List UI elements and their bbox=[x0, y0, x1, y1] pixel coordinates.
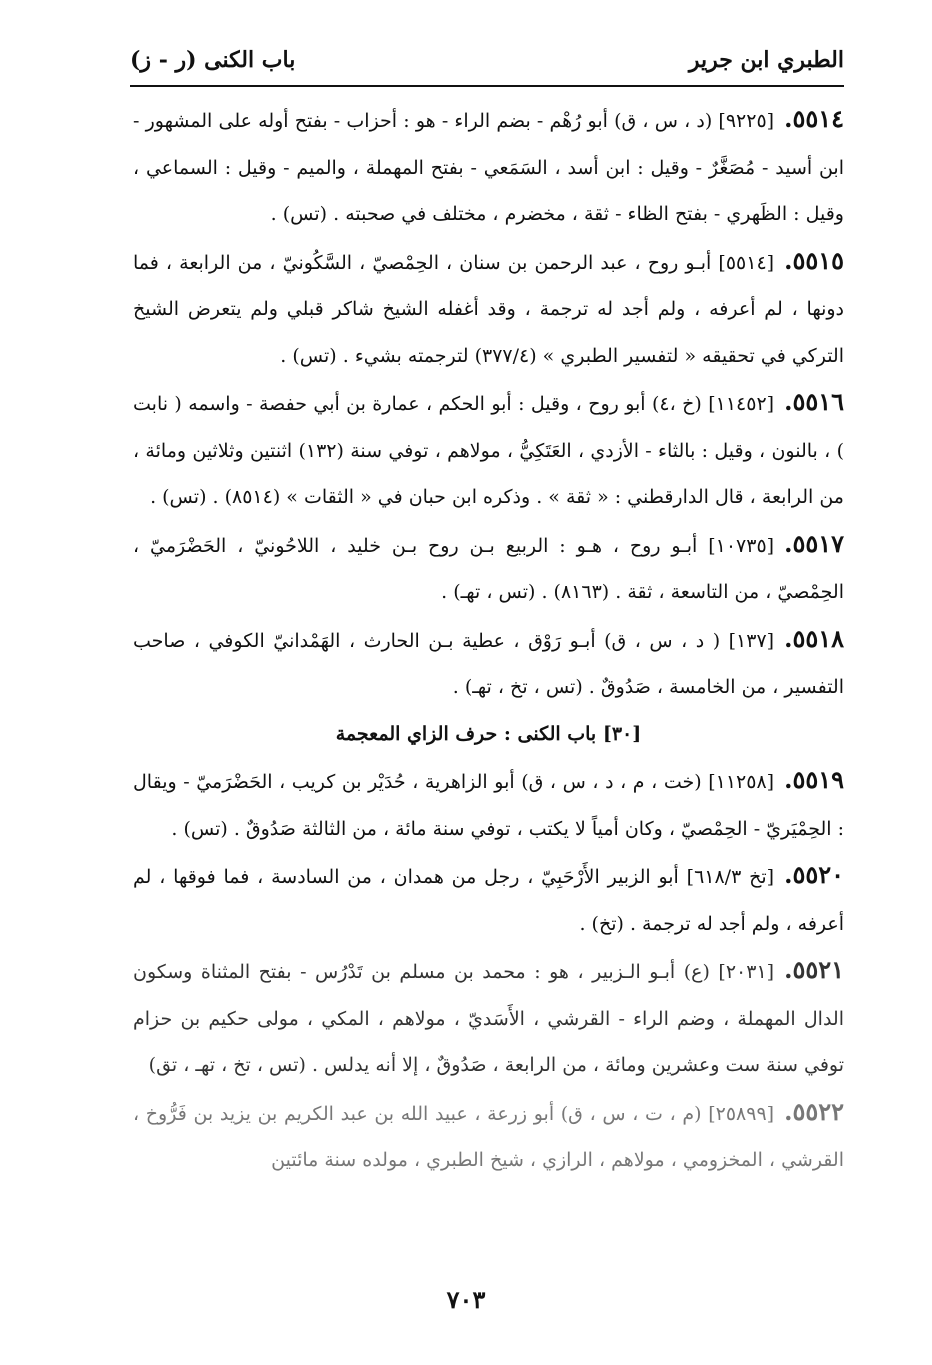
entry-number: ٥٥٢٢. bbox=[784, 1096, 844, 1126]
page-number: ٧٠٣ bbox=[446, 1285, 486, 1314]
entry-5514 bbox=[133, 96, 844, 238]
entry-5515 bbox=[133, 238, 844, 380]
section-heading: [٣٠] باب الكنى : حرف الزاي المعجمة bbox=[335, 722, 642, 745]
header-right-title: الطبري ابن جرير bbox=[688, 47, 844, 73]
entry-text: [٢٠٣١] (ع) أبـو الـزبير ، هو : محمد بن مسلم بن تَدْرُس - بفتح المثناة وسكون الدال المهملة ، وضم الراء - القرشي ، الأَسَديّ ، مولاهم ، المكي ، مولى حكيم بن حزام توفي سنة ست وعشرين ومائة ، من الرابعة ، صَدُوقٌ ، إلا أنه يدلس . (تس ، تخ ، تهـ ، تق) bbox=[133, 961, 844, 1076]
entry-5518 bbox=[133, 616, 844, 711]
entry-number: ٥٥١٥. bbox=[784, 245, 844, 275]
entry-number: ٥٥٢٠. bbox=[784, 860, 844, 889]
entry-text: [تخ ٦١٨/٣] أبو الزبير الأَرْحَبِيّ ، رجل من همدان ، من السادسة ، فما فوقها ، لم أعرفه ، ولم أجد له ترجمة . (تخ) . bbox=[133, 866, 844, 935]
entry-number: ٥٥١٧. bbox=[784, 528, 844, 558]
entry-5520 bbox=[133, 852, 844, 947]
entry-number: ٥٥٢١. bbox=[784, 955, 844, 984]
header-rule bbox=[130, 85, 844, 87]
entry-5519 bbox=[133, 757, 844, 852]
page-body bbox=[133, 96, 844, 1184]
entry-number: ٥٥١٨. bbox=[784, 623, 844, 653]
entry-5522 bbox=[133, 1089, 844, 1184]
header-left-title: باب الكنى (ر - ز) bbox=[130, 47, 296, 73]
entry-text: [١٠٧٣٥] أبـو روح ، هـو : الربيع بـن روح بـن خليد ، اللاحُونيّ ، الحَضْرَميّ ، الحِمْصيّ ، من التاسعة ، ثقة . (٨١٦٣) . (تس ، تهـ) . bbox=[133, 534, 844, 603]
entry-5521 bbox=[133, 947, 844, 1089]
entry-5517 bbox=[133, 521, 844, 616]
entry-text: [٩٢٢٥] (د ، س ، ق) أبو رُهْم - بضم الراء - هو : أحزاب - بفتح أوله على المشهور - ابن أسيد - مُصَغَّرٌ - وقيل : ابن أسد ، السَمَعي - بفتح المهملة ، والميم - وقيل : السماعي ، وقيل : الظَهري - بفتح الظاء - ثقة ، مخضرم ، مختلف في صحبته . (تس) . bbox=[133, 110, 844, 225]
entry-text: [١١٤٥٢] (خ ،٤) أبو روح ، وقيل : أبو الحكم ، عمارة بن أبي حفصة - واسمه ( نابت ) ، بالنون ، وقيل : بالثاء - الأزدي ، العَتَكِيُّ ، مولاهم ، توفي سنة (١٣٢) اثنتين وثلاثين ومائة ، من الرابعة ، قال الدارقطني : « ثقة » . وذكره ابن حبان في « الثقات » (٨٥١٤) . (تس) . bbox=[133, 393, 844, 508]
entry-text: [١٣٧] ( د ، س ، ق) أبـو رَوْق ، عطية بـن الحارث ، الهَمْدانيّ الكوفي ، صاحب التفسير ، من الخامسة ، صَدُوقٌ . (تس ، تخ ، تهـ) . bbox=[133, 629, 844, 698]
entry-5516 bbox=[133, 379, 844, 521]
entry-text: [٢٥٨٩٩] (م ، ت ، س ، ق) أبو زرعة ، عبيد الله بن عبد الكريم بن يزيد بن فَرُّوخ ، القرشي ، المخزومي ، مولاهم ، الرازي ، شيخ الطبري ، مولده سنة مائتين bbox=[133, 1102, 844, 1171]
entry-text: [٥٥١٤] أبـو روح ، عبد الرحمن بن سنان ، الحِمْصيّ ، السَّكُونيّ ، من الرابعة ، فما دونها ، لم أعرفه ، ولم أجد له ترجمة ، وقد أغفله الشيخ شاكر قبلي ولم يتعرض الشيخ التركي في تحقيقه « لتفسير الطبري » (٣٧٧/٤) لترجمته بشيء . (تس) . bbox=[133, 251, 844, 367]
entry-number: ٥٥١٤. bbox=[784, 104, 844, 133]
entry-text: [١١٢٥٨] (خت ، م ، د ، س ، ق) أبو الزاهرية ، حُدَيْر بن كريب ، الحَضْرَميّ - ويقال : الحِمْيَريّ - الحِمْصيّ ، وكان أمياً لا يكتب ، توفي سنة مائة ، من الثالثة صَدُوقٌ . (تس) . bbox=[133, 771, 844, 840]
running-header bbox=[130, 40, 844, 80]
entry-number: ٥٥١٩. bbox=[784, 765, 844, 794]
entry-number: ٥٥١٦. bbox=[784, 387, 844, 416]
